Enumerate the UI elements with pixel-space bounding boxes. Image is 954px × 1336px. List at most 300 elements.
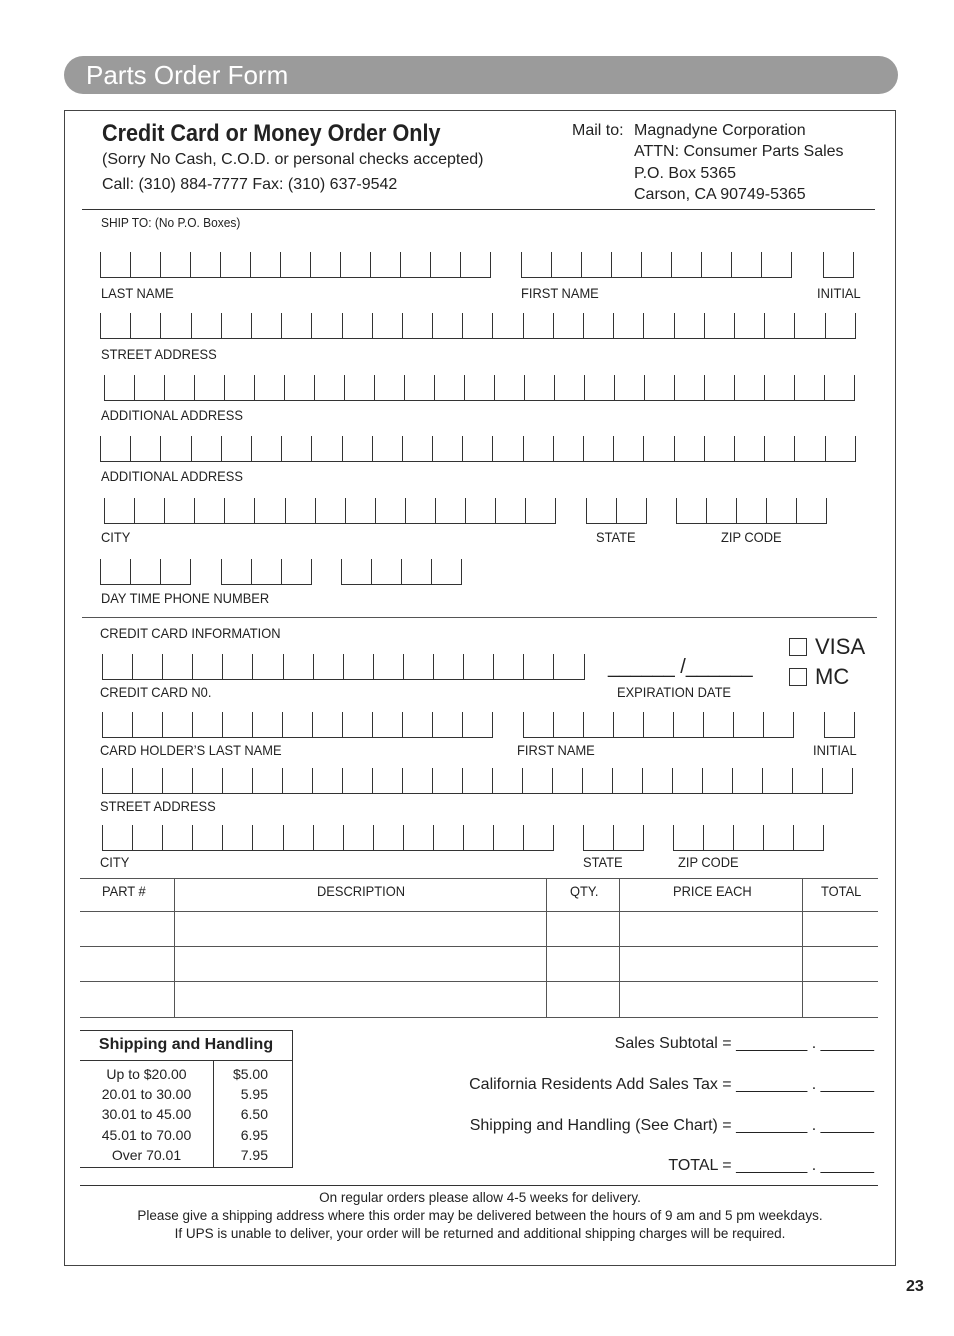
letter-box[interactable] bbox=[524, 375, 555, 401]
letter-box[interactable] bbox=[674, 436, 705, 462]
letter-box[interactable] bbox=[342, 313, 373, 339]
letter-box[interactable] bbox=[405, 498, 436, 524]
shipping-chart-right bbox=[292, 1030, 293, 1168]
letter-box[interactable] bbox=[254, 375, 285, 401]
table-header-total: TOTAL bbox=[821, 883, 862, 899]
letter-box[interactable] bbox=[733, 712, 764, 738]
letter-box[interactable] bbox=[704, 436, 735, 462]
letter-box[interactable] bbox=[370, 252, 401, 278]
zip-code-boxes[interactable] bbox=[676, 498, 826, 524]
letter-box[interactable] bbox=[160, 436, 191, 462]
shipping-range: Over 70.01 bbox=[111, 1147, 182, 1163]
table-header-price-each: PRICE EACH bbox=[673, 883, 752, 899]
letter-box[interactable] bbox=[132, 712, 163, 738]
mc-checkbox[interactable] bbox=[789, 668, 807, 686]
letter-box[interactable] bbox=[102, 712, 133, 738]
letter-box[interactable] bbox=[613, 712, 644, 738]
card-holder-initial-label: INITIAL bbox=[813, 742, 857, 758]
letter-box[interactable] bbox=[192, 768, 223, 794]
letter-box[interactable] bbox=[794, 436, 825, 462]
letter-box[interactable] bbox=[251, 313, 282, 339]
letter-box[interactable] bbox=[672, 768, 703, 794]
letter-box[interactable] bbox=[553, 313, 584, 339]
mail-address-line: P.O. Box 5365 bbox=[634, 165, 736, 182]
card-zip-code-boxes[interactable] bbox=[673, 825, 823, 851]
letter-box[interactable] bbox=[100, 252, 131, 278]
letter-box[interactable] bbox=[282, 712, 313, 738]
letter-box[interactable] bbox=[644, 375, 675, 401]
letter-box[interactable] bbox=[100, 436, 131, 462]
phone-area-code-boxes[interactable] bbox=[100, 559, 190, 585]
letter-box[interactable] bbox=[373, 654, 404, 680]
letter-box[interactable] bbox=[251, 436, 282, 462]
letter-box[interactable] bbox=[372, 768, 403, 794]
letter-box[interactable] bbox=[374, 375, 405, 401]
table-row-border bbox=[80, 981, 878, 982]
additional-address-boxes[interactable] bbox=[104, 375, 854, 401]
table-header-qty: QTY. bbox=[570, 883, 599, 899]
table-header-part: PART # bbox=[102, 883, 146, 899]
letter-box[interactable] bbox=[251, 559, 282, 585]
table-header-description: DESCRIPTION bbox=[317, 883, 406, 899]
card-city-boxes[interactable] bbox=[102, 825, 553, 851]
card-state-label: STATE bbox=[583, 854, 623, 870]
letter-box[interactable] bbox=[401, 559, 432, 585]
letter-box[interactable] bbox=[104, 375, 135, 401]
letter-box[interactable] bbox=[704, 313, 735, 339]
table-column-divider bbox=[619, 878, 620, 1018]
letter-box[interactable] bbox=[462, 768, 493, 794]
letter-box[interactable] bbox=[194, 375, 225, 401]
letter-box[interactable] bbox=[130, 559, 161, 585]
letter-box[interactable] bbox=[796, 498, 827, 524]
credit-card-number-label: CREDIT CARD N0. bbox=[100, 684, 212, 700]
letter-box[interactable] bbox=[613, 313, 644, 339]
letter-box[interactable] bbox=[674, 375, 705, 401]
letter-box[interactable] bbox=[643, 313, 674, 339]
mail-address-line: Magnadyne Corporation bbox=[634, 122, 806, 139]
letter-box[interactable] bbox=[132, 654, 163, 680]
letter-box[interactable] bbox=[521, 252, 552, 278]
letter-box[interactable] bbox=[824, 375, 855, 401]
letter-box[interactable] bbox=[432, 712, 463, 738]
letter-box[interactable] bbox=[192, 825, 223, 851]
letter-box[interactable] bbox=[492, 768, 523, 794]
letter-box[interactable] bbox=[433, 654, 464, 680]
table-column-divider bbox=[174, 878, 175, 1018]
card-city-label: CITY bbox=[100, 854, 130, 870]
shipping-chart-top bbox=[80, 1030, 292, 1031]
letter-box[interactable] bbox=[734, 436, 765, 462]
shipping-cost: 6.50 bbox=[240, 1106, 268, 1122]
letter-box[interactable] bbox=[310, 252, 341, 278]
letter-box[interactable] bbox=[102, 825, 133, 851]
letter-box[interactable] bbox=[283, 654, 314, 680]
letter-box[interactable] bbox=[345, 498, 376, 524]
letter-box[interactable] bbox=[342, 712, 373, 738]
card-zip-code-label: ZIP CODE bbox=[678, 854, 739, 870]
credit-card-number-boxes[interactable] bbox=[102, 654, 584, 680]
letter-box[interactable] bbox=[492, 436, 523, 462]
letter-box[interactable] bbox=[191, 313, 222, 339]
zip-code-label: ZIP CODE bbox=[721, 529, 782, 545]
card-street-address-boxes[interactable] bbox=[102, 768, 852, 794]
credit-card-heading: CREDIT CARD INFORMATION bbox=[100, 625, 281, 641]
letter-box[interactable] bbox=[584, 375, 615, 401]
letter-box[interactable] bbox=[704, 375, 735, 401]
payment-heading: Credit Card or Money Order Only bbox=[102, 120, 441, 147]
letter-box[interactable] bbox=[402, 712, 433, 738]
expiration-date-field[interactable]: ______ /______ bbox=[608, 656, 753, 678]
letter-box[interactable] bbox=[792, 768, 823, 794]
letter-box[interactable] bbox=[552, 768, 583, 794]
letter-box[interactable] bbox=[706, 498, 737, 524]
letter-box[interactable] bbox=[403, 825, 434, 851]
letter-box[interactable] bbox=[583, 313, 614, 339]
card-holder-last-name-label: CARD HOLDER’S LAST NAME bbox=[100, 742, 282, 758]
letter-box[interactable] bbox=[553, 654, 584, 680]
additional-address-boxes[interactable] bbox=[100, 436, 855, 462]
letter-box[interactable] bbox=[764, 375, 795, 401]
letter-box[interactable] bbox=[252, 825, 283, 851]
letter-box[interactable] bbox=[252, 654, 283, 680]
section-divider bbox=[82, 617, 877, 618]
card-holder-first-name-boxes[interactable] bbox=[523, 712, 793, 738]
additional-address-label: ADDITIONAL ADDRESS bbox=[101, 468, 243, 484]
page-title: Parts Order Form bbox=[86, 60, 289, 90]
letter-box[interactable] bbox=[430, 252, 461, 278]
letter-box[interactable] bbox=[130, 313, 161, 339]
letter-box[interactable] bbox=[221, 436, 252, 462]
letter-box[interactable] bbox=[132, 768, 163, 794]
letter-box[interactable] bbox=[221, 313, 252, 339]
letter-box[interactable] bbox=[432, 768, 463, 794]
letter-box[interactable] bbox=[464, 375, 495, 401]
letter-box[interactable] bbox=[312, 768, 343, 794]
letter-box[interactable] bbox=[285, 498, 316, 524]
letter-box[interactable] bbox=[703, 712, 734, 738]
letter-box[interactable] bbox=[824, 712, 855, 738]
shipping-range: 20.01 to 30.00 bbox=[101, 1086, 192, 1102]
sales-tax-field[interactable]: California Residents Add Sales Tax = ________ . ______ bbox=[469, 1076, 874, 1093]
letter-box[interactable] bbox=[313, 654, 344, 680]
payment-note: (Sorry No Cash, C.O.D. or personal checks accepted) bbox=[102, 151, 484, 168]
letter-box[interactable] bbox=[525, 498, 556, 524]
shipping-handling-field[interactable]: Shipping and Handling (See Chart) = ________ . ______ bbox=[469, 1117, 874, 1134]
letter-box[interactable] bbox=[314, 375, 345, 401]
letter-box[interactable] bbox=[313, 825, 344, 851]
letter-box[interactable] bbox=[102, 768, 133, 794]
letter-box[interactable] bbox=[100, 313, 131, 339]
city-boxes[interactable] bbox=[104, 498, 555, 524]
letter-box[interactable] bbox=[794, 375, 825, 401]
letter-box[interactable] bbox=[222, 654, 253, 680]
letter-box[interactable] bbox=[281, 559, 312, 585]
letter-box[interactable] bbox=[762, 768, 793, 794]
letter-box[interactable] bbox=[493, 825, 524, 851]
letter-box[interactable] bbox=[164, 375, 195, 401]
letter-box[interactable] bbox=[673, 712, 704, 738]
letter-box[interactable] bbox=[130, 252, 161, 278]
letter-box[interactable] bbox=[643, 712, 674, 738]
letter-box[interactable] bbox=[825, 313, 856, 339]
card-holder-initial-box[interactable] bbox=[824, 712, 854, 738]
shipping-cost: 5.95 bbox=[240, 1086, 268, 1102]
shipping-cost: 7.95 bbox=[240, 1147, 268, 1163]
first-name-boxes[interactable] bbox=[521, 252, 791, 278]
letter-box[interactable] bbox=[224, 498, 255, 524]
letter-box[interactable] bbox=[252, 768, 283, 794]
phone-line-boxes[interactable] bbox=[341, 559, 461, 585]
letter-box[interactable] bbox=[613, 436, 644, 462]
mail-to-label: Mail to: bbox=[572, 122, 624, 139]
visa-checkbox[interactable] bbox=[789, 638, 807, 656]
letter-box[interactable] bbox=[134, 498, 165, 524]
letter-box[interactable] bbox=[342, 768, 373, 794]
letter-box[interactable] bbox=[191, 436, 222, 462]
additional-address-label: ADDITIONAL ADDRESS bbox=[101, 407, 243, 423]
letter-box[interactable] bbox=[342, 436, 373, 462]
letter-box[interactable] bbox=[673, 825, 704, 851]
delivery-hours-note: Please give a shipping address where this order may be delivered between the hours of 9 am and 5 pm weekdays. bbox=[137, 1208, 823, 1223]
letter-box[interactable] bbox=[311, 313, 342, 339]
letter-box[interactable] bbox=[162, 654, 193, 680]
letter-box[interactable] bbox=[764, 436, 795, 462]
letter-box[interactable] bbox=[130, 436, 161, 462]
letter-box[interactable] bbox=[492, 313, 523, 339]
letter-box[interactable] bbox=[734, 375, 765, 401]
letter-box[interactable] bbox=[435, 498, 466, 524]
last-name-boxes[interactable] bbox=[100, 252, 490, 278]
letter-box[interactable] bbox=[460, 252, 491, 278]
letter-box[interactable] bbox=[612, 768, 643, 794]
letter-box[interactable] bbox=[616, 498, 647, 524]
letter-box[interactable] bbox=[375, 498, 406, 524]
letter-box[interactable] bbox=[222, 825, 253, 851]
letter-box[interactable] bbox=[583, 825, 614, 851]
letter-box[interactable] bbox=[674, 313, 705, 339]
letter-box[interactable] bbox=[825, 436, 856, 462]
letter-box[interactable] bbox=[100, 559, 131, 585]
letter-box[interactable] bbox=[822, 768, 853, 794]
letter-box[interactable] bbox=[280, 252, 311, 278]
letter-box[interactable] bbox=[463, 654, 494, 680]
letter-box[interactable] bbox=[340, 252, 371, 278]
letter-box[interactable] bbox=[462, 436, 493, 462]
letter-box[interactable] bbox=[671, 252, 702, 278]
letter-box[interactable] bbox=[554, 375, 585, 401]
state-boxes[interactable] bbox=[586, 498, 646, 524]
letter-box[interactable] bbox=[703, 825, 734, 851]
letter-box[interactable] bbox=[160, 559, 191, 585]
letter-box[interactable] bbox=[282, 768, 313, 794]
shipping-chart-header-border bbox=[80, 1060, 292, 1061]
letter-box[interactable] bbox=[134, 375, 165, 401]
card-state-boxes[interactable] bbox=[583, 825, 643, 851]
letter-box[interactable] bbox=[614, 375, 645, 401]
letter-box[interactable] bbox=[432, 313, 463, 339]
letter-box[interactable] bbox=[252, 712, 283, 738]
letter-box[interactable] bbox=[373, 825, 404, 851]
initial-box[interactable] bbox=[823, 252, 853, 278]
letter-box[interactable] bbox=[495, 498, 526, 524]
letter-box[interactable] bbox=[731, 252, 762, 278]
letter-box[interactable] bbox=[823, 252, 854, 278]
letter-box[interactable] bbox=[586, 498, 617, 524]
letter-box[interactable] bbox=[160, 313, 191, 339]
street-address-label: STREET ADDRESS bbox=[101, 346, 217, 362]
letter-box[interactable] bbox=[613, 825, 644, 851]
letter-box[interactable] bbox=[402, 768, 433, 794]
letter-box[interactable] bbox=[734, 313, 765, 339]
letter-box[interactable] bbox=[254, 498, 285, 524]
letter-box[interactable] bbox=[582, 768, 613, 794]
letter-box[interactable] bbox=[462, 313, 493, 339]
first-name-label: FIRST NAME bbox=[521, 285, 599, 301]
letter-box[interactable] bbox=[732, 768, 763, 794]
letter-box[interactable] bbox=[164, 498, 195, 524]
letter-box[interactable] bbox=[403, 654, 434, 680]
shipping-range: 30.01 to 45.00 bbox=[101, 1106, 192, 1122]
letter-box[interactable] bbox=[221, 559, 252, 585]
letter-box[interactable] bbox=[581, 252, 612, 278]
table-top-border bbox=[80, 878, 878, 879]
letter-box[interactable] bbox=[764, 313, 795, 339]
letter-box[interactable] bbox=[372, 313, 403, 339]
letter-box[interactable] bbox=[315, 498, 346, 524]
letter-box[interactable] bbox=[465, 498, 496, 524]
shipping-chart-bottom bbox=[80, 1167, 292, 1168]
table-bottom-border bbox=[80, 1017, 878, 1018]
last-name-label: LAST NAME bbox=[101, 285, 174, 301]
letter-box[interactable] bbox=[523, 712, 554, 738]
page-number: 23 bbox=[906, 1278, 924, 1295]
mc-label: MC bbox=[815, 664, 850, 689]
letter-box[interactable] bbox=[311, 436, 342, 462]
letter-box[interactable] bbox=[641, 252, 672, 278]
shipping-cost: $5.00 bbox=[232, 1066, 268, 1082]
letter-box[interactable] bbox=[522, 768, 553, 794]
letter-box[interactable] bbox=[372, 712, 403, 738]
letter-box[interactable] bbox=[192, 712, 223, 738]
letter-box[interactable] bbox=[702, 768, 733, 794]
letter-box[interactable] bbox=[793, 825, 824, 851]
letter-box[interactable] bbox=[222, 768, 253, 794]
letter-box[interactable] bbox=[642, 768, 673, 794]
letter-box[interactable] bbox=[433, 825, 464, 851]
letter-box[interactable] bbox=[494, 375, 525, 401]
letter-box[interactable] bbox=[432, 436, 463, 462]
letter-box[interactable] bbox=[794, 313, 825, 339]
letter-box[interactable] bbox=[220, 252, 251, 278]
shipping-range: 45.01 to 70.00 bbox=[101, 1127, 192, 1143]
letter-box[interactable] bbox=[431, 559, 462, 585]
letter-box[interactable] bbox=[761, 252, 792, 278]
letter-box[interactable] bbox=[284, 375, 315, 401]
sales-subtotal-field[interactable]: Sales Subtotal = ________ . ______ bbox=[614, 1035, 874, 1052]
letter-box[interactable] bbox=[224, 375, 255, 401]
letter-box[interactable] bbox=[192, 654, 223, 680]
letter-box[interactable] bbox=[763, 825, 794, 851]
expiration-date-label: EXPIRATION DATE bbox=[617, 684, 732, 700]
letter-box[interactable] bbox=[281, 313, 312, 339]
letter-box[interactable] bbox=[343, 654, 374, 680]
letter-box[interactable] bbox=[344, 375, 375, 401]
letter-box[interactable] bbox=[104, 498, 135, 524]
letter-box[interactable] bbox=[763, 712, 794, 738]
contact-line: Call: (310) 884-7777 Fax: (310) 637-9542 bbox=[102, 176, 398, 193]
initial-label: INITIAL bbox=[817, 285, 861, 301]
letter-box[interactable] bbox=[523, 654, 554, 680]
letter-box[interactable] bbox=[523, 436, 554, 462]
mail-address-line: Carson, CA 90749-5365 bbox=[634, 186, 806, 203]
letter-box[interactable] bbox=[402, 436, 433, 462]
visa-label: VISA bbox=[815, 634, 866, 659]
letter-box[interactable] bbox=[736, 498, 767, 524]
letter-box[interactable] bbox=[551, 252, 582, 278]
letter-box[interactable] bbox=[402, 313, 433, 339]
letter-box[interactable] bbox=[733, 825, 764, 851]
state-label: STATE bbox=[596, 529, 636, 545]
letter-box[interactable] bbox=[162, 768, 193, 794]
letter-box[interactable] bbox=[190, 252, 221, 278]
letter-box[interactable] bbox=[372, 436, 403, 462]
letter-box[interactable] bbox=[341, 559, 372, 585]
letter-box[interactable] bbox=[194, 498, 225, 524]
footer-divider bbox=[80, 1185, 878, 1186]
letter-box[interactable] bbox=[553, 712, 584, 738]
letter-box[interactable] bbox=[102, 654, 133, 680]
letter-box[interactable] bbox=[343, 825, 374, 851]
letter-box[interactable] bbox=[160, 252, 191, 278]
letter-box[interactable] bbox=[701, 252, 732, 278]
letter-box[interactable] bbox=[643, 436, 674, 462]
card-holder-last-name-boxes[interactable] bbox=[102, 712, 492, 738]
letter-box[interactable] bbox=[766, 498, 797, 524]
letter-box[interactable] bbox=[583, 712, 614, 738]
letter-box[interactable] bbox=[463, 825, 494, 851]
letter-box[interactable] bbox=[162, 825, 193, 851]
letter-box[interactable] bbox=[676, 498, 707, 524]
letter-box[interactable] bbox=[583, 436, 614, 462]
letter-box[interactable] bbox=[523, 825, 554, 851]
total-field[interactable]: TOTAL = ________ . ______ bbox=[668, 1157, 874, 1174]
letter-box[interactable] bbox=[404, 375, 435, 401]
phone-prefix-boxes[interactable] bbox=[221, 559, 311, 585]
shipping-chart-title: Shipping and Handling bbox=[98, 1036, 274, 1053]
letter-box[interactable] bbox=[132, 825, 163, 851]
letter-box[interactable] bbox=[281, 436, 312, 462]
letter-box[interactable] bbox=[162, 712, 193, 738]
mail-address-line: ATTN: Consumer Parts Sales bbox=[634, 143, 844, 160]
letter-box[interactable] bbox=[523, 313, 554, 339]
letter-box[interactable] bbox=[434, 375, 465, 401]
card-street-address-label: STREET ADDRESS bbox=[100, 798, 216, 814]
letter-box[interactable] bbox=[250, 252, 281, 278]
letter-box[interactable] bbox=[283, 825, 314, 851]
letter-box[interactable] bbox=[611, 252, 642, 278]
letter-box[interactable] bbox=[553, 436, 584, 462]
letter-box[interactable] bbox=[312, 712, 343, 738]
letter-box[interactable] bbox=[462, 712, 493, 738]
letter-box[interactable] bbox=[493, 654, 524, 680]
letter-box[interactable] bbox=[222, 712, 253, 738]
delivery-note: On regular orders please allow 4-5 weeks for delivery. bbox=[319, 1190, 641, 1205]
street-address-boxes[interactable] bbox=[100, 313, 855, 339]
card-holder-first-name-label: FIRST NAME bbox=[517, 742, 595, 758]
letter-box[interactable] bbox=[371, 559, 402, 585]
letter-box[interactable] bbox=[400, 252, 431, 278]
